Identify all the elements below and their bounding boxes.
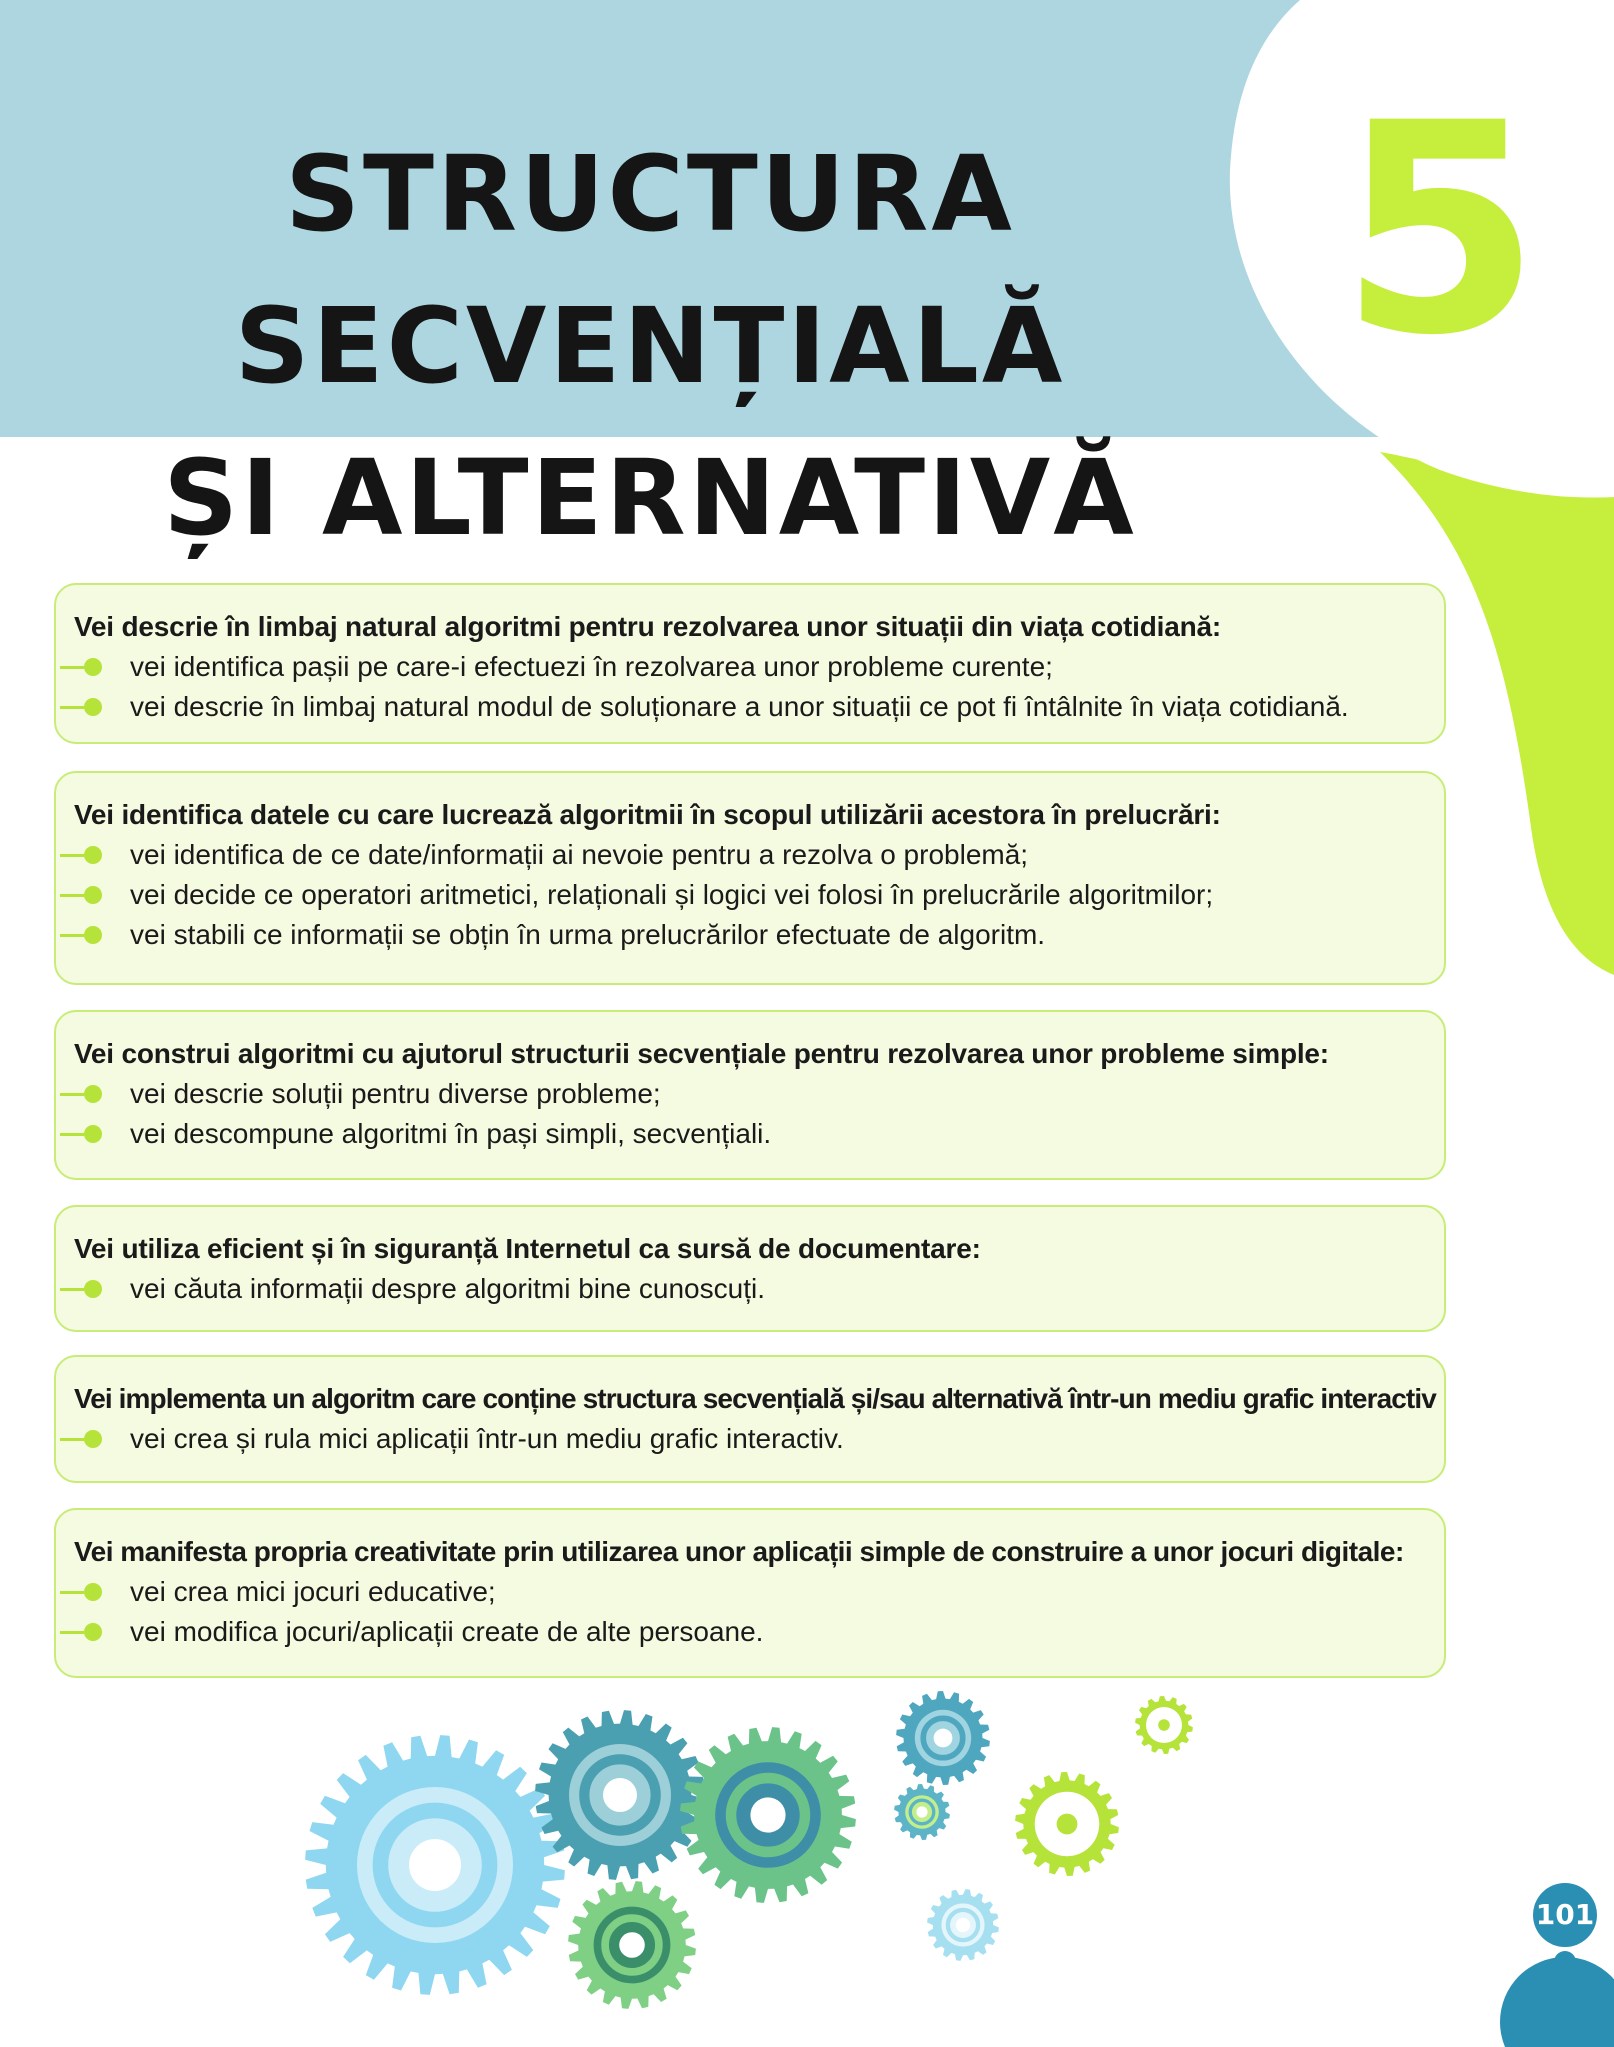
objective-item-text: vei descompune algoritmi în pași simpli, secvențiali. xyxy=(130,1118,772,1149)
bullet-icon xyxy=(60,1280,106,1298)
objective-heading: Vei descrie în limbaj natural algoritmi pentru rezolvarea unor situații din viața cotidiană: xyxy=(74,611,1222,642)
bullet-icon xyxy=(60,1430,106,1448)
objective-heading: Vei identifica datele cu care lucrează algoritmii în scopul utilizării acestora în prelucrări: xyxy=(74,799,1221,830)
page-number: 101 xyxy=(1533,1883,1597,1947)
objective-item xyxy=(74,1419,1428,1459)
objective-item xyxy=(74,875,1428,915)
gear-icon xyxy=(535,1710,705,1880)
objective-item-text: vei căuta informații despre algoritmi bine cunoscuți. xyxy=(130,1273,765,1304)
objective-box-2 xyxy=(54,771,1446,985)
objective-item xyxy=(74,835,1428,875)
objective-item-text: vei decide ce operatori aritmetici, relaționali și logici vei folosi în prelucrările algoritmilor; xyxy=(130,879,1214,910)
gear-icon xyxy=(1135,1696,1193,1754)
objective-items xyxy=(74,647,1428,727)
bubble xyxy=(1554,1991,1566,2003)
bullet-icon xyxy=(60,1085,106,1103)
objective-items xyxy=(74,1074,1428,1154)
objective-item-text: vei crea mici jocuri educative; xyxy=(130,1576,496,1607)
objective-heading: Vei manifesta propria creativitate prin utilizarea unor aplicații simple de construire a unor jocuri digitale: xyxy=(74,1536,1404,1567)
bullet-icon xyxy=(60,698,106,716)
chapter-number: 5 xyxy=(1339,62,1541,399)
objective-box-3 xyxy=(54,1010,1446,1180)
objective-item xyxy=(74,1269,1428,1309)
objective-item-text: vei crea și rula mici aplicații într-un mediu grafic interactiv. xyxy=(130,1423,844,1454)
bullet-icon xyxy=(60,658,106,676)
objective-item-text: vei stabili ce informații se obțin în urma prelucrărilor efectuate de algoritm. xyxy=(130,919,1046,950)
objective-item xyxy=(74,915,1428,955)
objective-item xyxy=(74,647,1428,687)
gear-icon xyxy=(568,1881,696,2009)
bullet-icon xyxy=(60,1583,106,1601)
gear-icon xyxy=(1015,1772,1119,1876)
bubble xyxy=(1544,1978,1556,1990)
objective-item xyxy=(74,1074,1428,1114)
objective-item xyxy=(74,1114,1428,1154)
objective-item xyxy=(74,687,1428,727)
bullet-icon xyxy=(60,1125,106,1143)
objective-items xyxy=(74,1572,1428,1652)
objective-item xyxy=(74,1612,1428,1652)
gear-icon xyxy=(305,1735,565,1995)
bullet-icon xyxy=(60,926,106,944)
bullet-icon xyxy=(60,886,106,904)
objective-items xyxy=(74,1269,1428,1309)
chapter-title xyxy=(40,118,1260,574)
objective-items xyxy=(74,1419,1428,1459)
chapter-title-line-2: ȘI ALTERNATIVĂ xyxy=(163,437,1137,559)
objective-box-6 xyxy=(54,1508,1446,1678)
objective-item xyxy=(74,1572,1428,1612)
gear-icon xyxy=(894,1784,950,1840)
objective-item-text: vei identifica pașii pe care-i efectuezi în rezolvarea unor probleme curente; xyxy=(130,651,1053,682)
objective-box-1 xyxy=(54,583,1446,744)
objective-item-text: vei descrie în limbaj natural modul de soluționare a unor situații ce pot fi întâlnite în viața cotidiană. xyxy=(130,691,1349,722)
objective-box-5 xyxy=(54,1355,1446,1483)
objective-item-text: vei descrie soluții pentru diverse probleme; xyxy=(130,1078,661,1109)
objective-item-text: vei modifica jocuri/aplicații create de alte persoane. xyxy=(130,1616,764,1647)
bullet-icon xyxy=(60,1623,106,1641)
objective-box-4 xyxy=(54,1205,1446,1332)
chapter-title-line-1: STRUCTURA SECVENȚIALĂ xyxy=(234,133,1066,407)
gear-icon xyxy=(896,1691,990,1785)
bullet-icon xyxy=(60,846,106,864)
bubble xyxy=(1554,1951,1576,1973)
objective-heading: Vei construi algoritmi cu ajutorul structurii secvențiale pentru rezolvarea unor probleme simple: xyxy=(74,1038,1329,1069)
objective-heading: Vei utiliza eficient și în siguranță Internetul ca sursă de documentare: xyxy=(74,1233,981,1264)
gear-icon xyxy=(927,1889,999,1961)
gear-icon xyxy=(680,1727,856,1903)
objective-items xyxy=(74,835,1428,955)
objective-heading: Vei implementa un algoritm care conține structura secvențială și/sau alternativă într-un mediu grafic interactiv xyxy=(74,1383,1436,1414)
objective-item-text: vei identifica de ce date/informații ai nevoie pentru a rezolva o problemă; xyxy=(130,839,1029,870)
